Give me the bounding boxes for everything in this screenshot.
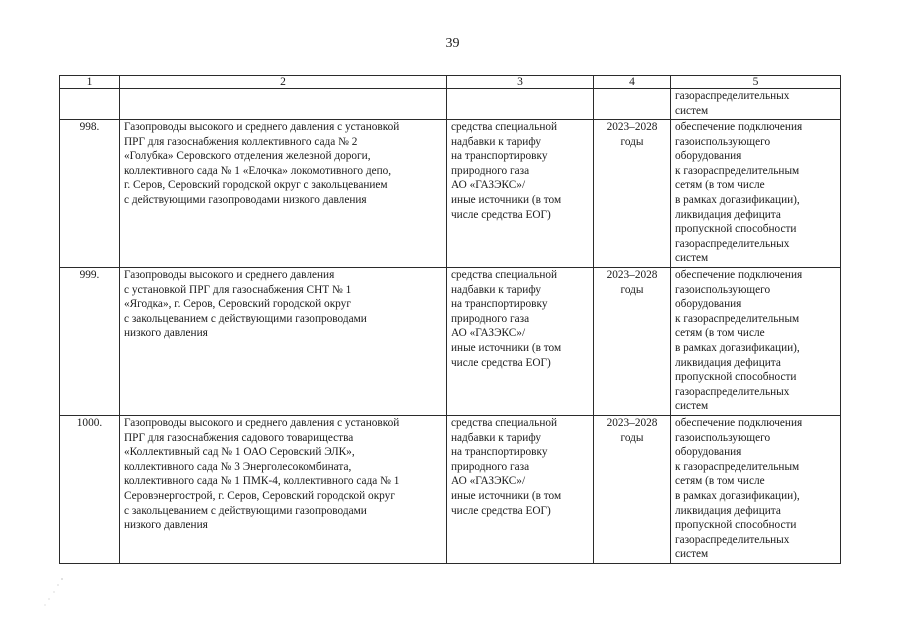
object-name: Газопроводы высокого и среднего давления с установкой ПРГ для газоснабжения коллективного сада № 2 «Голубка» Серовского отделения железной дороги, коллективного сада № 1 «Елочка» локомотивного депо, г. Серов, Серовский городской округ с закольцеванием с действующими газопроводами низкого давления	[120, 120, 447, 268]
continuation-source-cell	[447, 89, 594, 120]
implementation-period: 2023–2028 годы	[594, 416, 671, 564]
object-name: Газопроводы высокого и среднего давления с установкой ПРГ для газоснабжения СНТ № 1 «Ягодка», г. Серов, Серовский городской округ с закольцеванием с действующими газопроводами низкого давления	[120, 268, 447, 416]
continuation-name-cell	[120, 89, 447, 120]
table-row	[60, 416, 841, 564]
table-row	[60, 268, 841, 416]
page-number: 39	[445, 36, 460, 51]
object-name: Газопроводы высокого и среднего давления с установкой ПРГ для газоснабжения садового товарищества «Коллективный сад № 1 ОАО Серовский ЭЛК», коллективного сада № 3 Энерголесокомбината, коллективного сада № 1 ПМК-4, коллективного сада № 1 Серовэнергострой, г. Серов, Серовский городской округ с закольцеванием с действующими газопроводами низкого давления	[120, 416, 447, 564]
header-row	[60, 76, 841, 89]
implementation-period: 2023–2028 годы	[594, 268, 671, 416]
funding-source: средства специальной надбавки к тарифу на транспортировку природного газа АО «ГАЗЭКС»/ иные источники (в том числе средства ЕОГ)	[447, 120, 594, 268]
row-number: 999.	[60, 268, 120, 416]
purpose: обеспечение подключения газоиспользующего оборудования к газораспределительным сетям (в том числе в рамках догазификации), ликвидация дефицита пропускной способности газораспределительных систем	[671, 120, 841, 268]
header-col-5: 5	[671, 76, 841, 89]
implementation-period: 2023–2028 годы	[594, 120, 671, 268]
funding-source: средства специальной надбавки к тарифу на транспортировку природного газа АО «ГАЗЭКС»/ иные источники (в том числе средства ЕОГ)	[447, 268, 594, 416]
header-col-1: 1	[60, 76, 120, 89]
table-row	[60, 120, 841, 268]
continuation-row	[60, 89, 841, 120]
purpose: обеспечение подключения газоиспользующего оборудования к газораспределительным сетям (в том числе в рамках догазификации), ликвидация дефицита пропускной способности газораспределительных систем	[671, 268, 841, 416]
header-col-4: 4	[594, 76, 671, 89]
header-col-2: 2	[120, 76, 447, 89]
funding-source: средства специальной надбавки к тарифу на транспортировку природного газа АО «ГАЗЭКС»/ иные источники (в том числе средства ЕОГ)	[447, 416, 594, 564]
continuation-period-cell	[594, 89, 671, 120]
row-number: 998.	[60, 120, 120, 268]
continuation-num-cell	[60, 89, 120, 120]
scan-specks	[40, 575, 80, 615]
header-col-3: 3	[447, 76, 594, 89]
investment-table	[59, 75, 841, 564]
purpose: обеспечение подключения газоиспользующего оборудования к газораспределительным сетям (в том числе в рамках догазификации), ликвидация дефицита пропускной способности газораспределительных систем	[671, 416, 841, 564]
row-number: 1000.	[60, 416, 120, 564]
continuation-purpose-cell: газораспределительных систем	[671, 89, 841, 120]
